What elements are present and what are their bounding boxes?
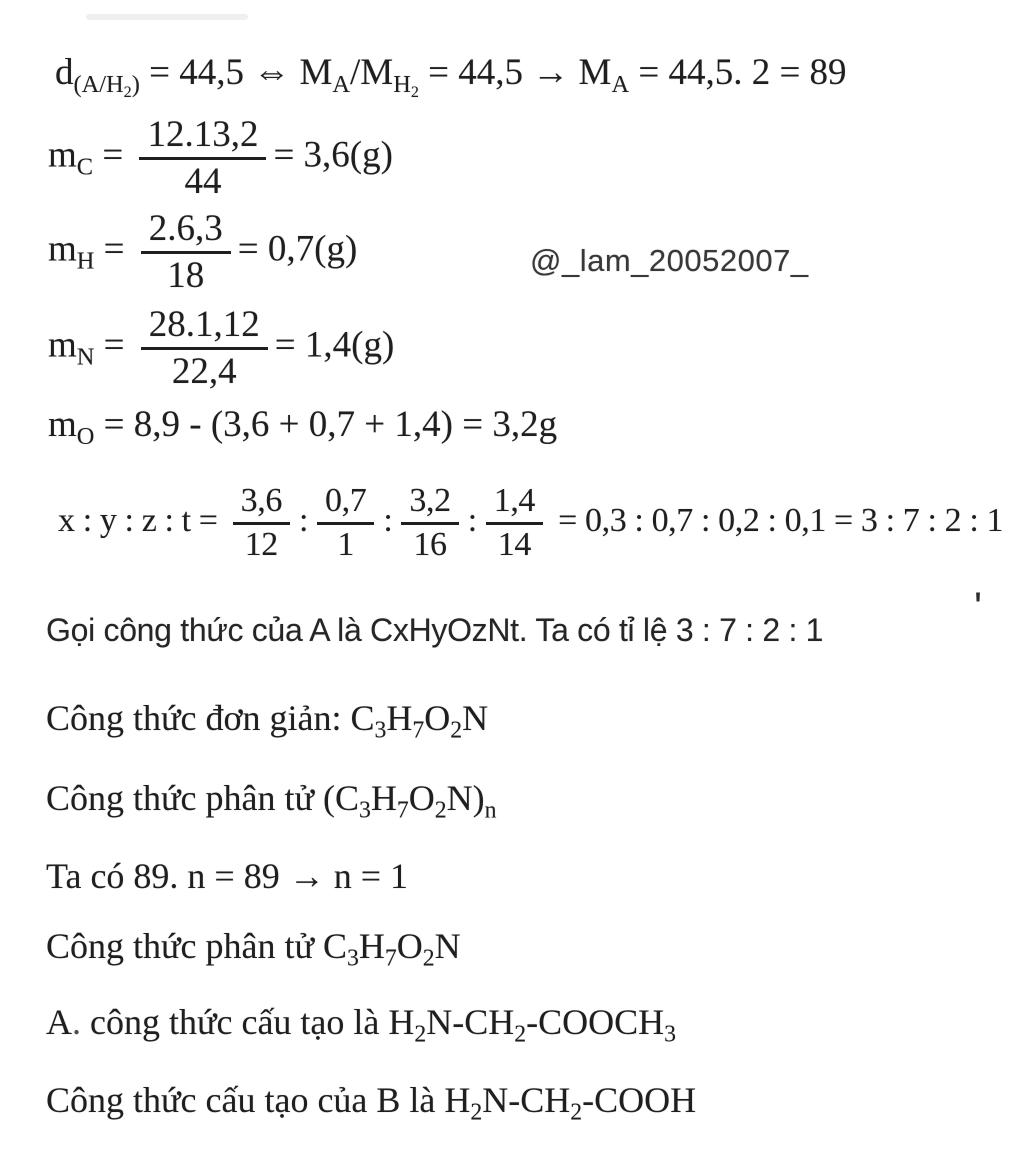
ratio-colon: : <box>383 501 393 539</box>
equation-mass-carbon <box>48 116 393 200</box>
math-text: = 3,6(g) <box>273 134 393 176</box>
fraction-denominator: 12 <box>244 525 278 563</box>
fraction <box>141 210 231 294</box>
subscript-text: 2 <box>470 1099 483 1126</box>
text: -COOCH <box>526 1002 665 1042</box>
math-text: = <box>93 134 133 176</box>
math-text: = 0,3 : 0,7 : 0,2 : 0,1 = 3 : 7 : 2 : 1 <box>550 501 1004 539</box>
fraction-denominator: 44 <box>184 160 222 202</box>
text: N-CH <box>426 1002 515 1042</box>
math-text: = <box>94 228 134 270</box>
text: N <box>462 698 489 738</box>
subscript-text: 2 <box>450 717 463 744</box>
statement-molecular-formula-n <box>46 778 497 825</box>
fraction-numerator: 28.1,12 <box>141 306 268 350</box>
equation-mass-nitrogen <box>48 306 394 390</box>
text: -COOH <box>582 1080 697 1120</box>
subscript-text: 2 <box>410 83 419 101</box>
math-text: m <box>48 404 77 445</box>
text: công thức cấu tạo là H <box>81 1002 415 1042</box>
subscript-text: (A/H <box>73 70 124 98</box>
subscript-text: N <box>76 343 95 371</box>
scan-smudge <box>86 14 248 20</box>
subscript-text: n <box>484 797 497 824</box>
subscript-text: 3 <box>359 797 371 824</box>
subscript-text: C <box>76 153 94 181</box>
subscript-text: 7 <box>384 945 397 972</box>
equation-mass-oxygen <box>48 404 557 451</box>
subscript-text: A <box>332 70 351 98</box>
text: N-CH <box>482 1080 571 1120</box>
text: N <box>434 926 461 966</box>
subscript-text: 3 <box>664 1021 677 1048</box>
fraction <box>401 484 458 562</box>
text: H <box>358 926 385 966</box>
fraction-denominator: 16 <box>413 525 447 563</box>
statement-empirical-formula <box>46 698 488 745</box>
math-text: = 8,9 - (3,6 + 0,7 + 1,4) = 3,2g <box>94 404 558 445</box>
statement-structure-A <box>46 1002 676 1049</box>
fraction <box>486 484 543 562</box>
text: Công thức cấu tạo của B là H <box>46 1080 471 1120</box>
math-text: /M <box>350 52 394 93</box>
math-text: = 0,7(g) <box>237 228 358 270</box>
fraction-numerator: 1,4 <box>486 484 543 525</box>
subscript-group <box>73 70 140 101</box>
stray-apostrophe-mark: ' <box>974 583 983 630</box>
math-text: d <box>55 52 74 93</box>
text: O <box>408 778 435 818</box>
subscript-text: 2 <box>514 1021 527 1048</box>
fraction-numerator: 3,6 <box>233 484 290 525</box>
subscript-text: 2 <box>414 1021 427 1048</box>
text: O <box>424 698 451 738</box>
fraction-numerator: 12.13,2 <box>139 116 266 160</box>
math-text: = 44,5 → M <box>418 52 612 93</box>
math-text: = 44,5 ⇔ M <box>139 52 333 93</box>
period-mark: . <box>72 1002 81 1042</box>
subscript-text: H <box>76 247 95 275</box>
equation-vapor-density <box>55 52 847 103</box>
subscript-text: O <box>76 422 95 450</box>
ratio-colon: : <box>298 501 309 539</box>
subscript-text: 3 <box>347 945 359 972</box>
fraction-denominator: 14 <box>497 525 531 563</box>
text: Công thức phân tử C <box>46 926 348 966</box>
equation-mass-hydrogen <box>48 210 357 294</box>
fraction <box>233 484 290 562</box>
math-text: m <box>48 228 77 270</box>
math-text: m <box>48 324 77 366</box>
math-text: = 44,5. 2 = 89 <box>629 52 847 93</box>
text: H <box>370 778 397 818</box>
fraction-denominator: 18 <box>167 254 205 296</box>
subscript-group <box>393 70 419 101</box>
watermark-credit: @_lam_20052007_ <box>530 243 809 278</box>
fraction-denominator: 1 <box>337 525 354 563</box>
statement-formula-naming: Gọi công thức của A là CxHyOzNt. Ta có tỉ lệ 3 : 7 : 2 : 1 <box>46 612 824 648</box>
math-text: = 1,4(g) <box>274 324 395 366</box>
fraction <box>317 484 374 562</box>
text: A <box>46 1002 72 1042</box>
subscript-text: A <box>611 70 630 98</box>
text: Công thức phân tử (C <box>46 778 359 818</box>
subscript-text: 7 <box>412 717 425 744</box>
subscript-text: 7 <box>396 797 409 824</box>
fraction-numerator: 0,7 <box>317 484 374 525</box>
subscript-text: H <box>393 70 411 98</box>
statement-molecular-formula <box>46 926 461 973</box>
math-text: m <box>48 134 77 176</box>
math-text: x : y : z : t = <box>58 501 226 539</box>
fraction-numerator: 2.6,3 <box>141 210 231 254</box>
subscript-text: 3 <box>374 717 387 744</box>
subscript-text: ) <box>131 70 140 98</box>
ratio-colon: : <box>467 501 477 539</box>
text: Công thức đơn giản: C <box>46 698 375 738</box>
subscript-text: 2 <box>422 945 435 972</box>
equation-mole-ratio <box>58 484 1003 562</box>
fraction-denominator: 22,4 <box>171 350 237 392</box>
text: O <box>396 926 423 966</box>
subscript-text: 2 <box>434 797 447 824</box>
text: H <box>386 698 413 738</box>
fraction <box>139 116 266 200</box>
statement-structure-B <box>46 1080 696 1127</box>
text: N) <box>446 778 485 818</box>
statement-n-equals-1: Ta có 89. n = 89 → n = 1 <box>46 856 409 896</box>
math-text: = <box>94 324 134 366</box>
subscript-text: 2 <box>123 83 132 101</box>
subscript-text: 2 <box>570 1099 583 1126</box>
fraction <box>141 306 268 390</box>
fraction-numerator: 3,2 <box>401 484 458 525</box>
